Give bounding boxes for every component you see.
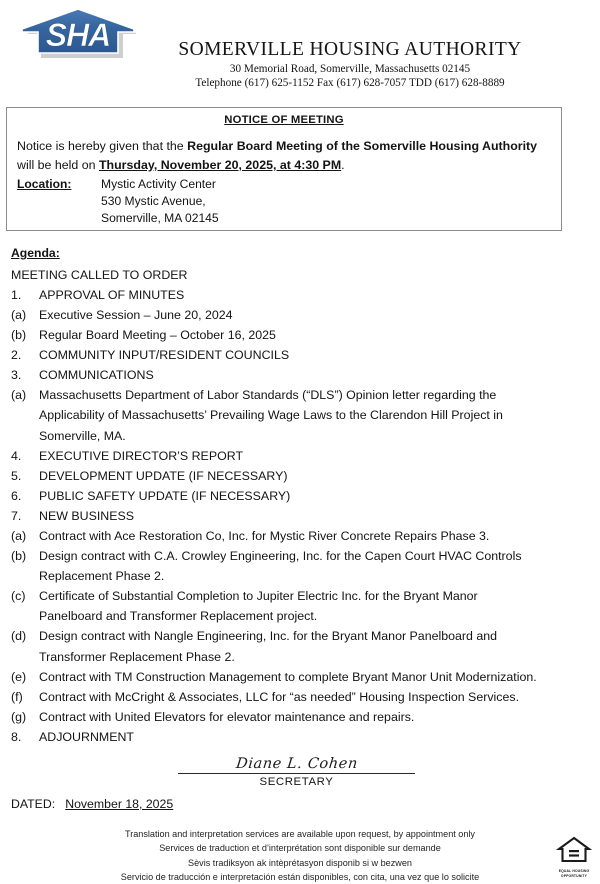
agenda-text: NEW BUSINESS (39, 508, 135, 523)
notice-statement (7, 137, 561, 175)
agenda-marker: 7. (11, 508, 22, 523)
agenda-text: COMMUNICATIONS (39, 368, 154, 383)
org-contact: Telephone (617) 625-1152 Fax (617) 628-7057 TDD (617) 628-8889 (195, 77, 505, 90)
equal-housing-opportunity-icon (556, 836, 592, 878)
agenda-marker: (b) (11, 549, 27, 564)
org-identity (140, 40, 560, 90)
notice-sentence-prefix: Notice is hereby given that the (17, 139, 188, 153)
notice-sentence-middle: will be held on (17, 157, 99, 172)
agenda-marker: (a) (11, 307, 27, 322)
agenda-marker: 6. (11, 488, 22, 503)
agenda-text: PUBLIC SAFETY UPDATE (IF NECESSARY) (39, 488, 291, 503)
meeting-datetime: Thursday, November 20, 2025, at 4:30 PM (98, 157, 342, 172)
location-line: Somerville, MA 02145 (101, 211, 219, 226)
eho-caption-line2: OPPORTUNITY (560, 873, 588, 878)
translation-line-ht: Sèvis tradiksyon ak intèprétasyon disponib si w bezwen (188, 857, 412, 868)
agenda-item (11, 667, 591, 687)
agenda-item (11, 687, 591, 707)
agenda-marker: 8. (11, 729, 22, 744)
agenda-marker: 5. (11, 468, 22, 483)
agenda-text: DEVELOPMENT UPDATE (IF NECESSARY) (39, 468, 288, 483)
signature-role: SECRETARY (259, 776, 334, 788)
agenda-text: Executive Session – June 20, 2024 (39, 307, 233, 322)
agenda-item (11, 385, 591, 445)
agenda-marker: 1. (11, 287, 22, 302)
agenda-item (11, 466, 591, 486)
agenda-text: EXECUTIVE DIRECTOR’S REPORT (39, 448, 244, 463)
agenda-marker: 2. (11, 348, 22, 363)
notice-sentence-suffix: . (341, 157, 345, 172)
location-row (7, 176, 561, 228)
agenda-text: Design contract with C.A. Crowley Engineering, Inc. for the Capen Court HVAC Controls Replacement Phase 2. (39, 549, 522, 584)
org-name: SOMERVILLE HOUSING AUTHORITY (178, 39, 522, 60)
agenda-text: Design contract with Nangle Engineering, Inc. for the Bryant Manor Panelboard and Transformer Replacement Phase 2. (39, 629, 498, 664)
agenda-marker: (a) (11, 388, 27, 403)
agenda-marker: 4. (11, 448, 22, 463)
signature-name: Diane L. Cohen (234, 756, 359, 772)
agenda-marker: (e) (11, 669, 27, 684)
svg-text:SHA: SHA (45, 17, 111, 53)
dated-value: November 18, 2025 (65, 797, 174, 811)
agenda-item (11, 546, 591, 586)
agenda-heading: Agenda: (11, 246, 60, 260)
agenda-text: COMMUNITY INPUT/RESIDENT COUNCILS (39, 348, 290, 363)
agenda-marker: (a) (11, 528, 27, 543)
dated-row (11, 797, 173, 811)
agenda-marker: (g) (11, 709, 27, 724)
notice-title: NOTICE OF MEETING (224, 114, 344, 126)
agenda-item (11, 285, 591, 305)
agenda-item (11, 345, 591, 365)
agenda-section (11, 244, 591, 747)
agenda-item (11, 626, 591, 666)
agenda-text: APPROVAL OF MINUTES (39, 287, 185, 302)
agenda-marker: (b) (11, 328, 27, 343)
agenda-text: Regular Board Meeting – October 16, 2025 (39, 328, 276, 343)
meeting-called-to-order: MEETING CALLED TO ORDER (11, 267, 188, 282)
translation-line-en: Translation and interpretation services are available upon request, by appointment only (125, 829, 475, 839)
translation-line-fr: Services de traduction et d’interprétation sont disponible sur demande (159, 843, 441, 854)
footer (0, 827, 600, 884)
agenda-text: Contract with United Elevators for elevator maintenance and repairs. (39, 709, 415, 724)
eho-caption-line1: EQUAL HOUSING (558, 869, 590, 873)
agenda-item (11, 506, 591, 526)
agenda-item (11, 727, 591, 747)
signature-line (178, 773, 415, 774)
agenda-text: ADJOURNMENT (39, 729, 134, 744)
agenda-marker: (d) (11, 629, 27, 644)
sha-logo (14, 6, 142, 58)
letterhead (0, 0, 600, 98)
translation-line-es: Servicio de traducción e interpretación están disponibles, con cita, una vez que lo solicite (120, 872, 480, 883)
agenda-item (11, 305, 591, 325)
agenda-item (11, 325, 591, 345)
location-address (101, 176, 551, 228)
agenda-text: Massachusetts Department of Labor Standards (“DLS”) Opinion letter regarding the Applicability of Massachusetts’ Prevailing Wage Laws to the Clarendon Hill Project in Somerville, MA. (39, 388, 503, 443)
meeting-name: Regular Board Meeting of the Somerville Housing Authority (187, 139, 538, 153)
dated-label: DATED: (11, 797, 56, 811)
agenda-item (11, 526, 591, 546)
agenda-item (11, 365, 591, 385)
location-line: 530 Mystic Avenue, (101, 194, 206, 209)
org-address: 30 Memorial Road, Somerville, Massachusetts 02145 (229, 63, 471, 76)
agenda-text: Certificate of Substantial Completion to Jupiter Electric Inc. for the Bryant Manor Panelboard and Transformer Replacement project. (39, 589, 478, 624)
agenda-marker: (f) (11, 689, 23, 704)
agenda-text: Contract with McCright & Associates, LLC for “as needed” Housing Inspection Services. (39, 689, 520, 704)
notice-of-meeting-box (6, 107, 562, 231)
location-line: Mystic Activity Center (101, 176, 216, 191)
agenda-marker: (c) (11, 589, 26, 604)
signature-wrapper (178, 755, 415, 788)
agenda-text: Contract with Ace Restoration Co, Inc. for Mystic River Concrete Repairs Phase 3. (39, 528, 490, 543)
agenda-item (11, 486, 591, 506)
location-label: Location: (17, 176, 72, 191)
translation-notice (30, 827, 570, 884)
agenda-item (11, 586, 591, 626)
agenda-marker: 3. (11, 368, 22, 383)
agenda-text: Contract with TM Construction Management to complete Bryant Manor Unit Modernization. (39, 669, 537, 684)
agenda-item (11, 707, 591, 727)
agenda-item (11, 446, 591, 466)
